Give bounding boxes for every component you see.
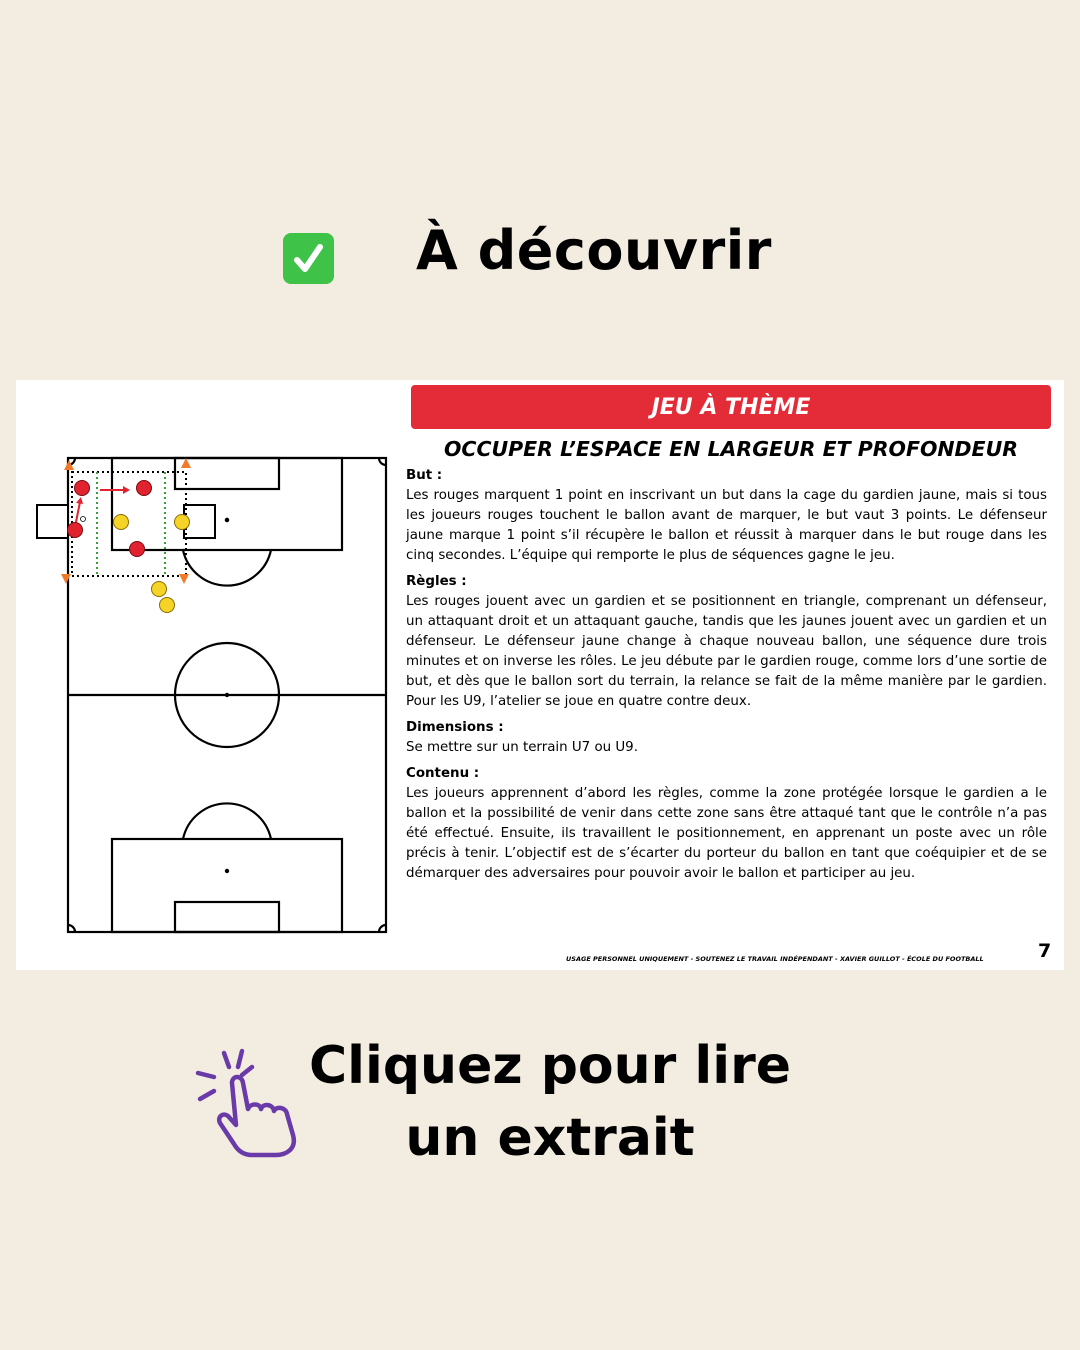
- red-player: [130, 542, 145, 557]
- yellow-player: [114, 515, 129, 530]
- ball: [81, 517, 86, 522]
- small-goal-left: [37, 505, 68, 538]
- page-footer: USAGE PERSONNEL UNIQUEMENT - SOUTENEZ LE TRAVAIL INDÉPENDANT - XAVIER GUILLOT - ÉCOLE DU FOOTBALL: [566, 955, 984, 963]
- penalty-arc-bottom: [183, 803, 271, 839]
- penalty-spot-bottom: [225, 869, 229, 873]
- section-body-but: Les rouges marquent 1 point en inscrivant un but dans la cage du gardien jaune, mais si tous les joueurs rouges touchent le ballon avant de marquer, le but vaut 3 points. Le défenseur jaune marque 1 point s’il récupère le ballon et réussit à marquer dans le but rouge dans les cinq secondes. L’équipe qui remporte le plus de séquences gagne le jeu.: [406, 488, 1047, 563]
- run-arrow: [76, 497, 83, 504]
- pass-arrow: [123, 486, 130, 494]
- cone: [64, 460, 74, 470]
- check-mark-icon: [283, 233, 334, 284]
- cta-line-2: un extrait: [405, 1108, 695, 1168]
- cone: [181, 458, 191, 468]
- section-heading-dimensions: Dimensions :: [406, 720, 504, 735]
- red-players: [68, 481, 152, 557]
- exercise-text: [406, 466, 1047, 890]
- cta-text[interactable]: [280, 1030, 820, 1174]
- red-player: [68, 523, 83, 538]
- exercise-title: OCCUPER L’ESPACE EN LARGEUR ET PROFONDEUR: [443, 437, 1018, 461]
- red-player: [75, 481, 90, 496]
- yellow-players: [114, 515, 190, 613]
- penalty-area-top: [112, 458, 342, 550]
- book-page-preview[interactable]: [16, 380, 1064, 970]
- section-body-contenu: Les joueurs apprennent d’abord les règles, comme la zone protégée lorsque le gardien a le ballon et la possibilité de venir dans cette zone sans être attaqué tant que le contrôle n’a pas été effectué. Ensuite, ils travaillent le positionnement, en apprenant un poste avec un rôle précis à tenir. L’objectif est de s’écarter du porteur du ballon en tant que coéquipier et de se démarquer des adversaires pour pouvoir avoir le ballon et participer au jeu.: [406, 786, 1047, 881]
- top-heading: [0, 215, 1080, 305]
- center-spot: [225, 693, 229, 697]
- section-heading-but: But :: [406, 468, 443, 483]
- yellow-player: [160, 598, 175, 613]
- goal-area-top: [175, 458, 279, 489]
- cone: [179, 574, 189, 584]
- heading-title: À découvrir: [416, 219, 772, 282]
- penalty-area-bottom: [112, 839, 342, 932]
- penalty-arc-top: [183, 550, 271, 586]
- yellow-player: [175, 515, 190, 530]
- page-number: 7: [1038, 940, 1052, 962]
- cone: [61, 574, 71, 584]
- cta-line-1: Cliquez pour lire: [309, 1036, 791, 1096]
- red-player: [137, 481, 152, 496]
- theme-banner: JEU À THÈME: [411, 385, 1051, 429]
- section-body-dimensions: Se mettre sur un terrain U7 ou U9.: [406, 740, 638, 755]
- section-heading-contenu: Contenu :: [406, 766, 480, 781]
- yellow-player: [152, 582, 167, 597]
- section-heading-regles: Règles :: [406, 574, 467, 589]
- goal-area-bottom: [175, 902, 279, 932]
- section-body-regles: Les rouges jouent avec un gardien et se positionnent en triangle, comprenant un défenseur, un attaquant droit et un attaquant gauche, tandis que les jaunes jouent avec un gardien et un défenseur. Le défenseur jaune change à chaque nouveau ballon, une séquence dure trois minutes et on inverse les rôles. Le jeu débute par le gardien rouge, comme lors d’une sortie de but, et dès que le ballon sort du terrain, la relance se fait de la même manière par le gardien. Pour les U9, l’atelier se joue en quatre contre deux.: [406, 594, 1047, 709]
- pitch-diagram: [34, 450, 394, 950]
